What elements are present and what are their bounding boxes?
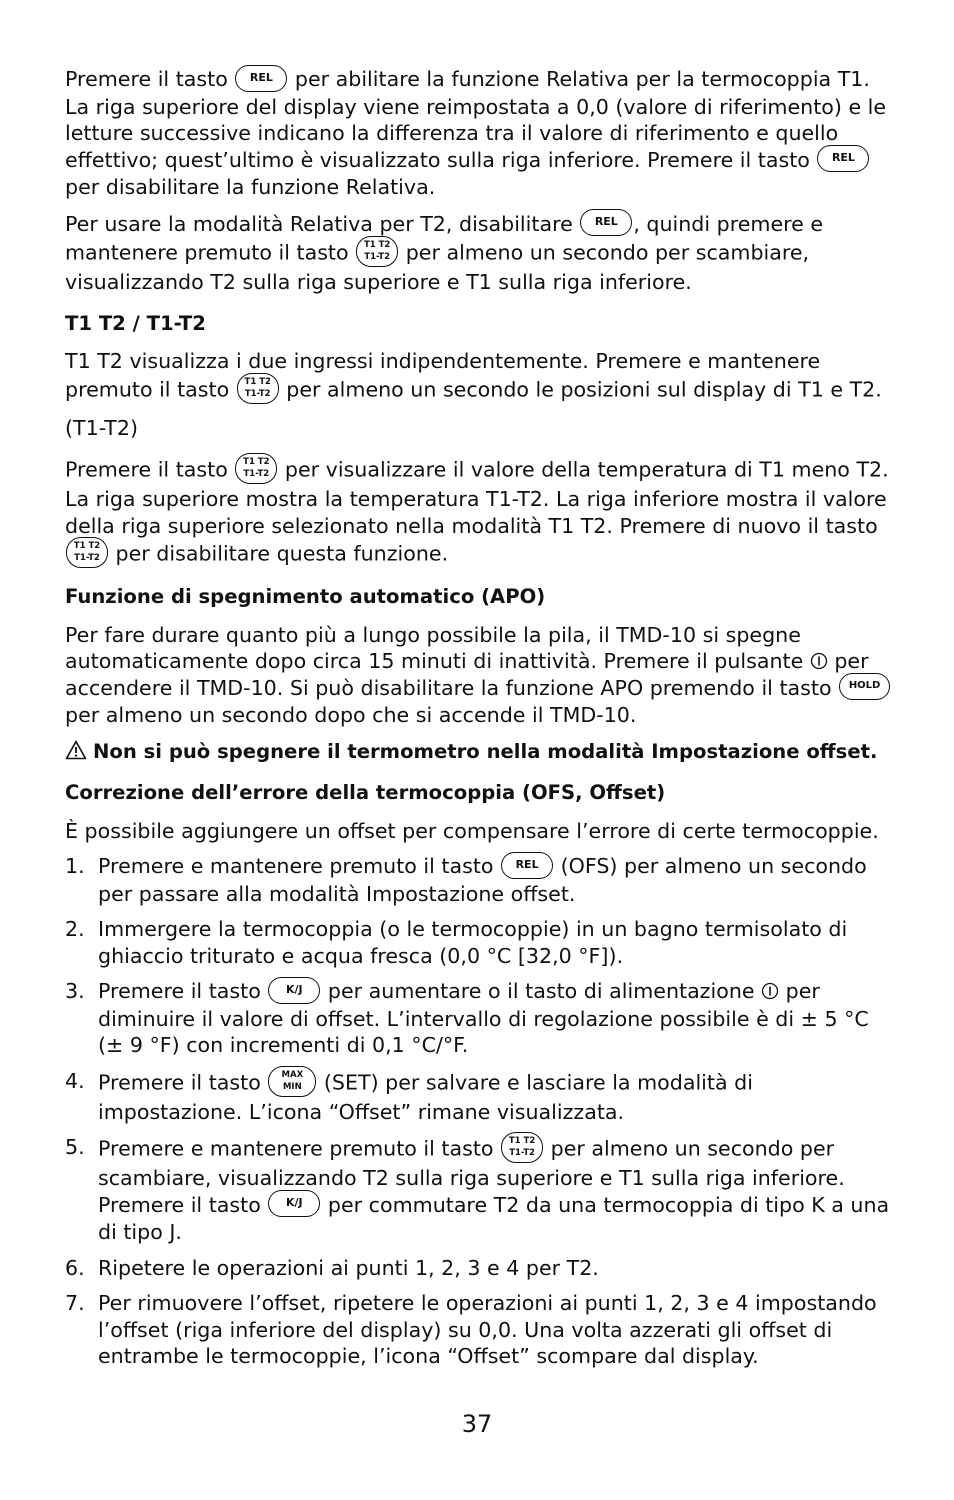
text: per disabilitare la funzione Relativa. [65, 175, 436, 199]
offset-steps [65, 853, 893, 1370]
rel-key: REL [235, 65, 287, 92]
step-7 [65, 1290, 893, 1370]
t1t2-key-bottom: T1-T2 [244, 388, 271, 399]
t1t2-key-bottom: T1-T2 [364, 252, 391, 262]
rel-paragraph [65, 66, 893, 201]
text: T1 T2 visualizza i due ingressi indipendentemente. Premere e mantenere premuto il tasto [65, 349, 821, 401]
step-3 [65, 978, 893, 1059]
apo-paragraph [65, 622, 893, 729]
section-heading-t1t2: T1 T2 / T1-T2 [65, 311, 206, 335]
offset-warning [65, 739, 893, 766]
step-number: 3. [65, 979, 85, 1003]
t1t2-key-top: T1 T2 [243, 457, 270, 467]
max-min-key-top: MAX [281, 1069, 304, 1080]
text: Premere e mantenere premuto il tasto [98, 1136, 494, 1161]
rel-key: REL [501, 852, 553, 879]
text: Premere il tasto [65, 457, 228, 482]
t1-minus-t2-paragraph [65, 455, 893, 570]
t1t2-key-top: T1 T2 [73, 541, 101, 551]
t1t2-key [356, 236, 398, 267]
text: Ripetere le operazioni ai punti 1, 2, 3 e 4 per T2. [98, 1255, 599, 1280]
hold-key: HOLD [839, 673, 890, 700]
text: per almeno un secondo dopo che si accende il TMD-10. [65, 703, 637, 727]
text: (SET) per salvare e lasciare la modalità di impostazione. L’icona “Offset” rimane visualizzata. [98, 1070, 753, 1124]
rel-key: REL [580, 209, 632, 236]
t1t2-key-bottom: T1-T2 [74, 553, 100, 563]
text: Per usare la modalità Relativa per T2, disabilitare [65, 211, 573, 236]
t1t2-key-top: T1 T2 [244, 376, 271, 387]
t1t2-key-top: T1 T2 [508, 1136, 536, 1146]
text: , quindi premere e mantenere premuto il tasto [65, 211, 824, 265]
t1t2-key-bottom: T1-T2 [243, 469, 270, 479]
text: per almeno un secondo per scambiare, visualizzando T2 sulla riga superiore e T1 sulla riga inferiore. Premere il tasto [98, 1136, 845, 1217]
text: per disabilitare questa funzione. [115, 541, 449, 566]
t1t2-key [237, 373, 279, 404]
rel-key: REL [817, 145, 869, 172]
warning-triangle-icon [65, 740, 87, 760]
max-min-key [268, 1066, 316, 1097]
warning-text: Non si può spegnere il termometro nella modalità Impostazione offset. [93, 739, 878, 763]
step-number: 4. [65, 1068, 85, 1093]
text: per accendere il TMD-10. Si può disabilitare la funzione APO premendo il tasto [65, 649, 869, 700]
step-4 [65, 1068, 893, 1126]
text: per commutare T2 da una termocoppia di tipo K a una di tipo J. [98, 1192, 890, 1244]
step-1 [65, 853, 893, 907]
rel-t2-paragraph [65, 211, 893, 296]
text: Premere il tasto [98, 979, 261, 1003]
step-number: 2. [65, 917, 85, 941]
text: (OFS) per almeno un secondo per passare alla modalità Impostazione offset. [98, 854, 867, 906]
kj-key: K/J [268, 977, 320, 1004]
text: Premere il tasto [98, 1070, 261, 1094]
offset-intro: È possibile aggiungere un offset per compensare l’errore di certe termocoppie. [65, 818, 879, 843]
power-icon [761, 982, 779, 1000]
t1t2-paragraph [65, 348, 893, 406]
page-number: 37 [461, 1410, 493, 1438]
text: per abilitare la funzione Relativa per la termocoppia T1. La riga superiore del display viene reimpostata a 0,0 (valore di riferimento) e le letture successive indicano la differenza tra il valore di riferimento e quello effettivo; quest’ultimo è visualizzato sulla riga inferiore. Premere il tasto [65, 67, 887, 172]
power-icon [810, 652, 828, 670]
max-min-key-bottom: MIN [282, 1081, 302, 1092]
t1t2-key-top: T1 T2 [363, 240, 391, 250]
step-5 [65, 1134, 893, 1246]
text: Immergere la termocoppia (o le termocoppie) in un bagno termisolato di ghiaccio triturato e acqua fresca (0,0 °C [32,0 °F]). [98, 917, 848, 968]
text: Premere il tasto [65, 67, 228, 91]
t1-t2-label: (T1-T2) [65, 415, 138, 440]
t1t2-key-bottom: T1-T2 [509, 1148, 535, 1158]
step-2 [65, 916, 893, 969]
step-number: 1. [65, 854, 85, 878]
t1t2-key [66, 537, 108, 568]
step-number: 6. [65, 1255, 85, 1280]
text: per visualizzare il valore della temperatura di T1 meno T2. La riga superiore mostra la temperatura T1-T2. La riga inferiore mostra il valore della riga superiore selezionato nella modalità T1 T2. Premere di nuovo il tasto [65, 457, 889, 538]
text: per almeno un secondo per scambiare, visualizzando T2 sulla riga superiore e T1 sulla riga inferiore. [65, 240, 810, 294]
t1t2-key [501, 1132, 543, 1163]
text: per diminuire il valore di offset. L’intervallo di regolazione possibile è di ± 5 °C (± 9 °F) con incrementi di 0,1 °C/°F. [98, 979, 869, 1057]
section-heading-offset: Correzione dell’errore della termocoppia (OFS, Offset) [65, 781, 666, 804]
manual-page [65, 66, 893, 1370]
step-6 [65, 1255, 893, 1282]
step-number: 7. [65, 1291, 85, 1315]
kj-key: K/J [268, 1190, 320, 1217]
text: per aumentare o il tasto di alimentazione [327, 979, 755, 1003]
text: Per fare durare quanto più a lungo possibile la pila, il TMD-10 si spegne automaticamente dopo circa 15 minuti di inattività. Premere il pulsante [65, 622, 804, 673]
step-number: 5. [65, 1135, 85, 1159]
text: Premere e mantenere premuto il tasto [98, 854, 494, 878]
text: per almeno un secondo le posizioni sul display di T1 e T2. [286, 377, 882, 401]
section-heading-apo: Funzione di spegnimento automatico (APO) [65, 585, 546, 608]
t1t2-key [235, 453, 277, 484]
text: Per rimuovere l’offset, ripetere le operazioni ai punti 1, 2, 3 e 4 impostando l’offset (riga inferiore del display) su 0,0. Una volta azzerati gli offset di entrambe le termocoppie, l’icona “Offset” scompare dal display. [98, 1291, 877, 1368]
